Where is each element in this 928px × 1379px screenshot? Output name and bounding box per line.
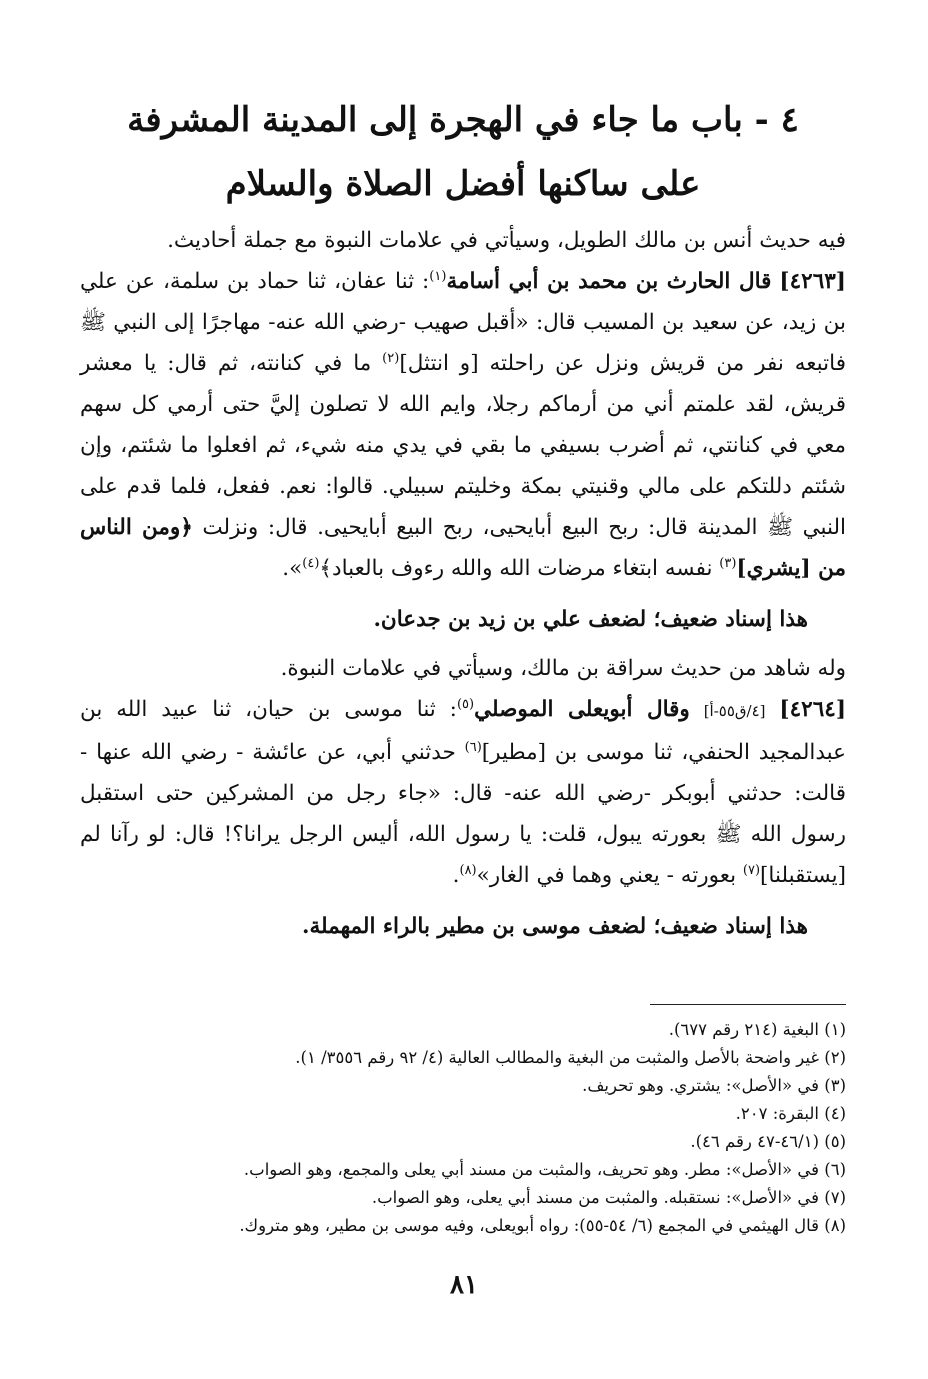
- footnote-item: (٦) في «الأصل»: مطر. وهو تحريف، والمثبت من مسند أبي يعلى والمجمع، وهو الصواب.: [243, 1160, 846, 1179]
- chapter-intro: فيه حديث أنس بن مالك الطويل، وسيأتي في علامات النبوة مع جملة أحاديث.: [167, 228, 846, 253]
- chapter-title: [80, 88, 846, 216]
- chapter-title-line-1: ٤ - باب ما جاء في الهجرة إلى المدينة المشرفة: [127, 100, 799, 140]
- footnotes-list: [80, 1016, 846, 1240]
- hadith-number: [٤٢٦٣]: [779, 269, 846, 294]
- footnote-item: (٧) في «الأصل»: نستقبله. والمثبت من مسند أبي يعلى، وهو الصواب.: [371, 1188, 846, 1207]
- page-number: ٨١: [450, 1270, 478, 1300]
- hadith-text: ما في كنانته، ثم قال: يا معشر قريش، لقد علمتم أني من أرماكم رجلا، وايم الله لا تصلون إليَّ حتى أرمي كل سهم معي في كنانتي، ثم أضرب بسيفي ما بقي في يدي منه شيء، ثم افعلوا ما شئتم، وإن شئتم دللتكم على مالي وقنيتي بمكة وخليتم سبيلي. قالوا: نعم. ففعل، فلما قدم على النبي ﷺ المدينة قال: ربح البيع أبايحيى، ربح البيع أبايحيى. قال: ونزلت: [80, 351, 847, 540]
- footnote-separator: [650, 1004, 846, 1005]
- footnote-item: (٨) قال الهيثمي في المجمع (٦/ ٥٤-٥٥): رواه أبويعلى، وفيه موسى بن مطير، وهو متروك.: [239, 1216, 846, 1235]
- footnote-item: (٣) في «الأصل»: يشتري. وهو تحريف.: [582, 1076, 846, 1095]
- footnote-item: (٤) البقرة: ٢٠٧.: [735, 1104, 846, 1123]
- isnad-grading: هذا إسناد ضعيف؛ لضعف علي بن زيد بن جدعان.: [373, 607, 808, 632]
- footnote-marker: (٨): [459, 863, 477, 878]
- hadith-text: بعورته - يعني وهما في الغار»: [476, 863, 743, 888]
- isnad-grading: هذا إسناد ضعيف؛ لضعف موسى بن مطير بالراء المهملة.: [302, 914, 808, 939]
- hadith-narrator: وقال أبويعلى الموصلي: [474, 697, 690, 722]
- hadith-4263: [80, 261, 846, 589]
- footnote-marker: (٤): [302, 556, 320, 571]
- manuscript-reference: [٤/ق٥٥-أ]: [703, 702, 766, 720]
- quran-quote: ﴿ومن الناس من [يشري]: [80, 515, 846, 581]
- hadith-narrator: قال الحارث بن محمد بن أبي أسامة: [446, 269, 772, 294]
- footnote-item: (٥) (٤٦/١-٤٧ رقم ٤٦).: [690, 1132, 846, 1151]
- footnote-marker: (١): [429, 269, 447, 284]
- hadith-number: [٤٢٦٤]: [779, 697, 846, 722]
- hadith-text: نفسه ابتغاء مرضات الله والله رءوف بالعباد﴾: [319, 556, 720, 581]
- hadith-text: حدثني أبي، عن عائشة - رضي الله عنها - قالت: حدثني أبوبكر -رضي الله عنه- قال: «جاء رجل من المشركين حتى استقبل رسول الله ﷺ بعورته يبول، قلت: يا رسول الله، أليس الرجل يرانا؟! قال: لو رآنا لم [يستقبلنا]: [80, 740, 846, 888]
- footnote-item: (٢) غير واضحة بالأصل والمثبت من البغية والمطالب العالية (٤/ ٩٢ رقم ٣٥٥٦/ ١).: [295, 1048, 846, 1067]
- hadith-text: .: [452, 863, 460, 888]
- witness-note: وله شاهد من حديث سراقة بن مالك، وسيأتي في علامات النبوة.: [280, 656, 846, 681]
- hadith-text: : ثنا عفان، ثنا حماد بن سلمة، عن علي بن زيد، عن سعيد بن المسيب قال: «أقبل صهيب -رضي الله عنه- مهاجرًا إلى النبي ﷺ فاتبعه نفر من قريش ونزل عن راحلته [و انتثل]: [80, 269, 846, 376]
- footnote-item: (١) البغية (٢١٤ رقم ٦٧٧).: [668, 1020, 846, 1039]
- footnote-marker: (٧): [742, 863, 761, 878]
- footnote-marker: (٥): [456, 697, 475, 712]
- hadith-4264: [80, 689, 846, 896]
- hadith-text: : ثنا موسى بن حيان، ثنا عبيد الله بن عبدالمجيد الحنفي، ثنا موسى بن [مطير]: [80, 697, 846, 765]
- footnote-marker: (٣): [719, 556, 737, 571]
- footnote-marker: (٢): [382, 351, 400, 366]
- hadith-text: ».: [282, 556, 303, 581]
- footnote-marker: (٦): [464, 740, 482, 755]
- chapter-title-line-2: على ساكنها أفضل الصلاة والسلام: [225, 164, 701, 204]
